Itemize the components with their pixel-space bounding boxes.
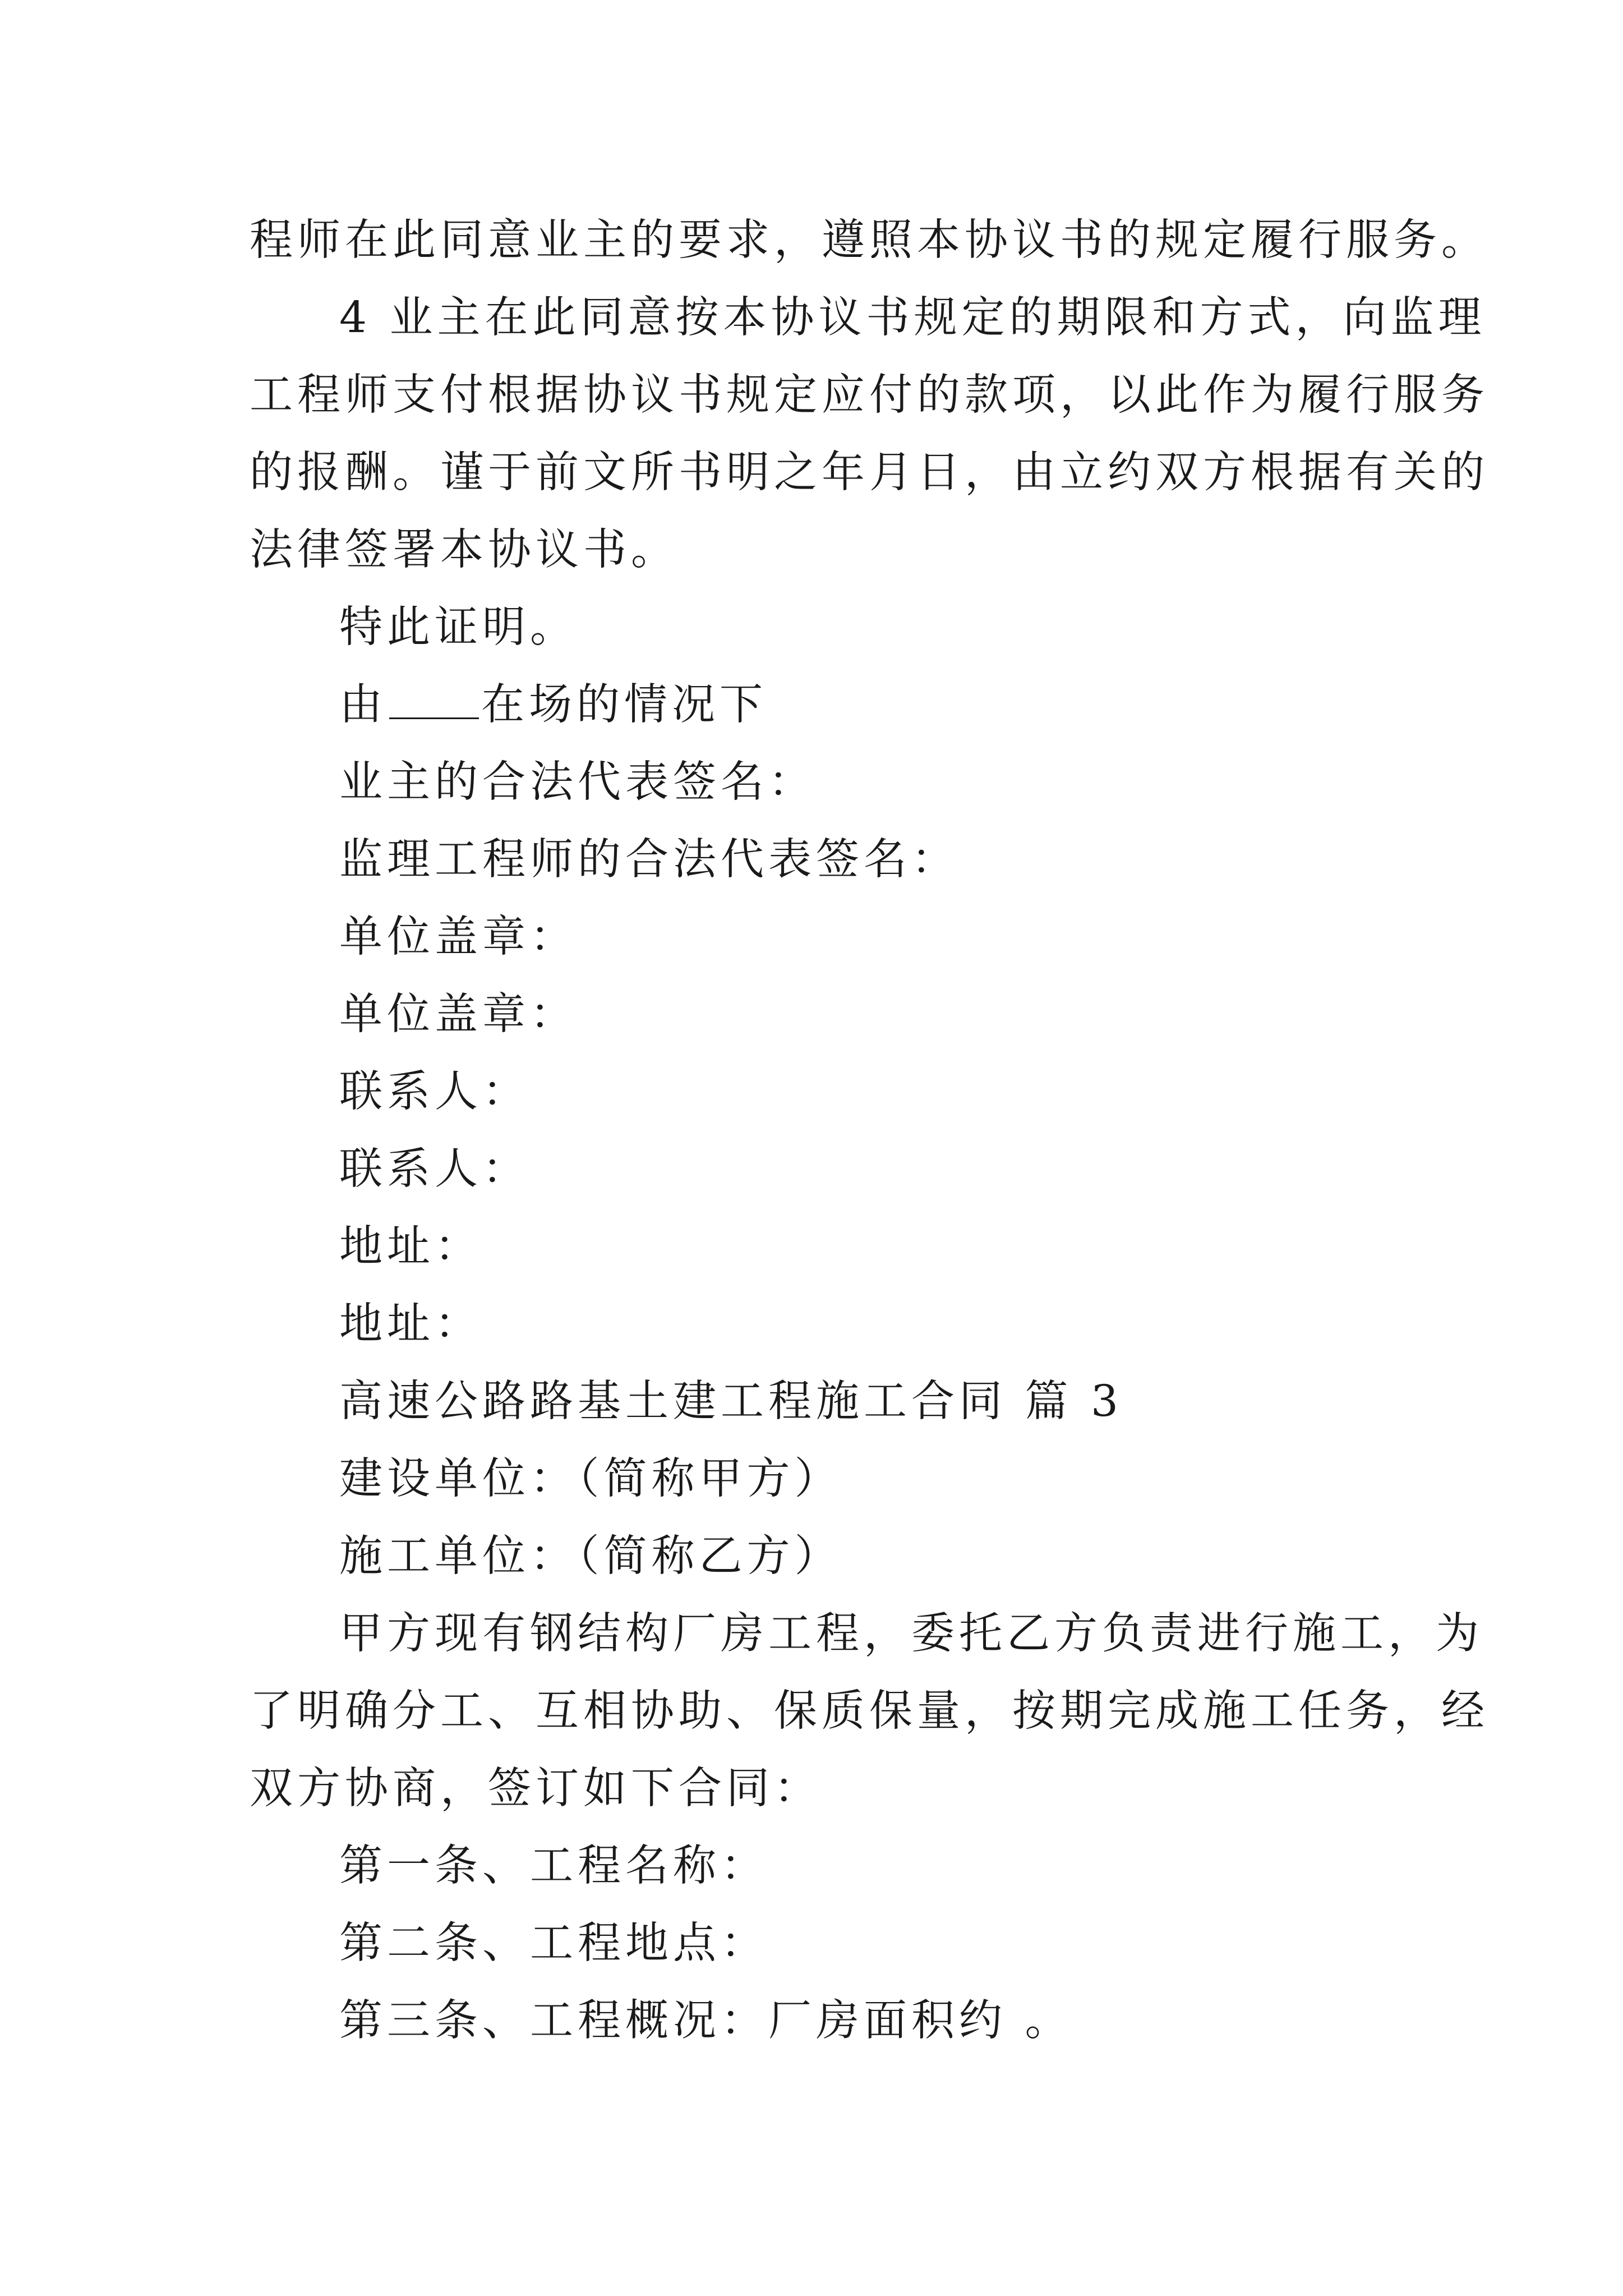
text-line: 第三条、工程概况：厂房面积约 。 (339, 1996, 1073, 2046)
text-line: 第一条、工程名称： (339, 1841, 768, 1891)
text-line: 单位盖章： (339, 912, 578, 962)
section-heading: 高速公路路基土建工程施工合同 篇 3 (339, 1377, 1123, 1427)
witness-suffix: 在场的情况下 (481, 680, 767, 730)
text-line: 程师在此同意业主的要求，遵照本协议书的规定履行服务。 (250, 215, 1489, 265)
text-line: 法律签署本协议书。 (250, 525, 679, 575)
text-line: 建设单位：（简称甲方） (339, 1454, 842, 1504)
text-line: 监理工程师的合法代表签名： (339, 835, 959, 885)
text-line: 工程师支付根据协议书规定应付的款项，以此作为履行服务 (250, 370, 1489, 420)
witness-line (250, 666, 1394, 744)
text-line: 联系人： (339, 1144, 530, 1194)
text-line: 特此证明。 (339, 602, 578, 652)
text-line: 单位盖章： (339, 990, 578, 1039)
text-line: 业主的合法代表签名： (339, 757, 816, 807)
document-body (250, 202, 1489, 2060)
witness-prefix: 由 (339, 680, 387, 730)
text-line: 地址： (339, 1222, 482, 1272)
text-line: 联系人： (339, 1067, 530, 1117)
text-line: 施工单位：（简称乙方） (339, 1531, 842, 1581)
blank-underline (389, 684, 479, 719)
text-line: 地址： (339, 1299, 482, 1349)
text-line: 第二条、工程地点： (339, 1918, 768, 1968)
text-line: 双方协商，签订如下合同： (250, 1764, 822, 1814)
text-line: 4 业主在此同意按本协议书规定的期限和方式，向监理 (339, 293, 1486, 343)
text-line: 了明确分工、互相协助、保质保量，按期完成施工任务，经 (250, 1686, 1489, 1736)
text-line: 的报酬。谨于前文所书明之年月日，由立约双方根据有关的 (250, 448, 1489, 498)
text-line: 甲方现有钢结构厂房工程，委托乙方负责进行施工，为 (339, 1609, 1483, 1659)
